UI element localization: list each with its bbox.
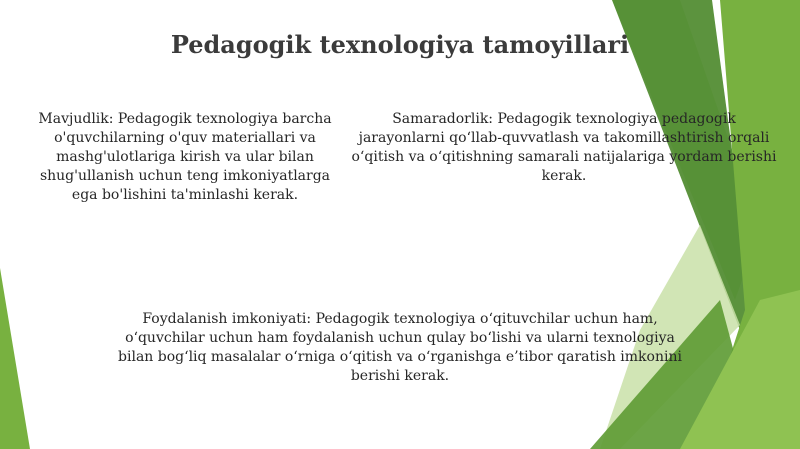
paragraph-foydalanish-imkoniyati: Foydalanish imkoniyati: Pedagogik texnologiya o‘qituvchilar uchun ham, o‘quvchilar uchun ham foydalanish uchun qulay bo‘lishi va ularni texnologiya bilan bog‘liq masalalar o‘rniga o‘qitish va o‘rganishga e’tibor qaratish imkonini berishi kerak.	[118, 311, 682, 384]
slide-title: Pedagogik texnologiya tamoyillari	[170, 30, 630, 59]
paragraph-mavjudlik: Mavjudlik: Pedagogik texnologiya barcha o'quvchilarning o'quv materiallari va mashg'ulotlariga kirish va ular bilan shug'ullanish uchun teng imkoniyatlarga ega bo'lishini ta'minlashi kerak.	[38, 111, 332, 203]
paragraph-samaradorlik: Samaradorlik: Pedagogik texnologiya pedagogik jarayonlarni qo‘llab-quvvatlash va takomillashtirish orqali o‘qitish va o‘qitishning samarali natijalariga yordam berishi kerak.	[351, 111, 777, 184]
green-band-light-left	[0, 268, 30, 449]
